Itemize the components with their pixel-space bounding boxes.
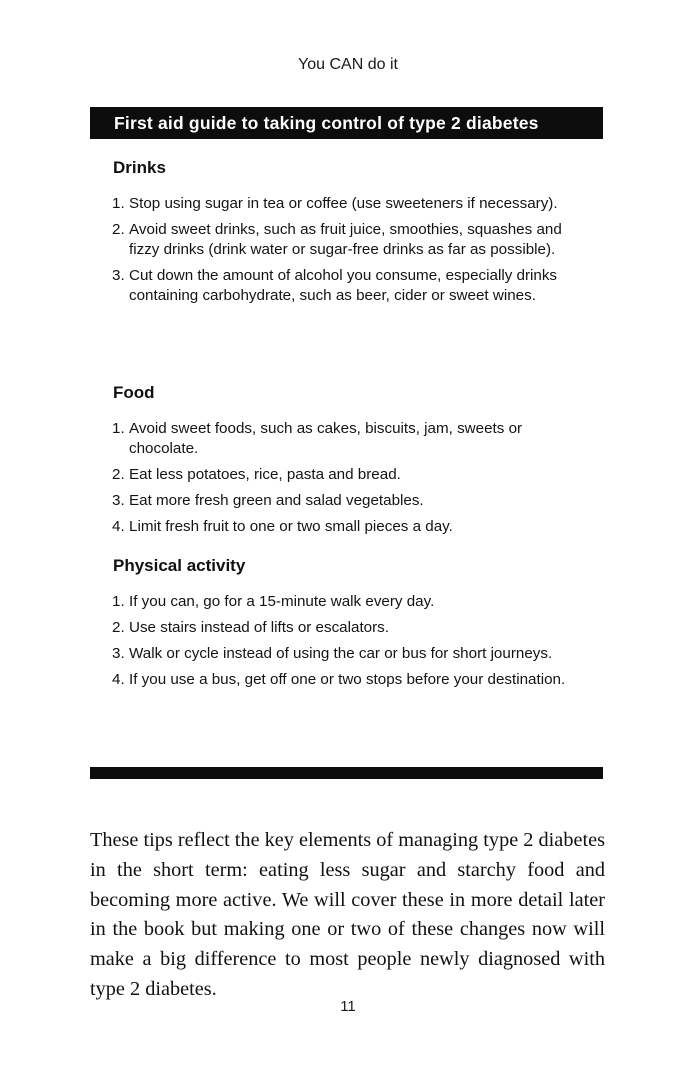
list-item bbox=[112, 465, 592, 485]
drinks-list bbox=[112, 194, 592, 312]
list-item-text: Limit fresh fruit to one or two small pieces a day. bbox=[129, 518, 453, 535]
list-item bbox=[112, 266, 592, 306]
running-head: You CAN do it bbox=[298, 56, 398, 73]
food-list bbox=[112, 419, 592, 543]
list-item-number: 1. bbox=[112, 593, 125, 610]
list-item-number: 1. bbox=[112, 420, 125, 437]
box-bottom-rule bbox=[90, 767, 603, 779]
list-item-text: Use stairs instead of lifts or escalators. bbox=[129, 619, 389, 636]
list-item bbox=[112, 220, 592, 260]
list-item-number: 3. bbox=[112, 492, 125, 509]
list-item bbox=[112, 644, 592, 664]
list-item-text: Avoid sweet foods, such as cakes, biscuits, jam, sweets or chocolate. bbox=[129, 420, 523, 457]
list-item-number: 2. bbox=[112, 466, 125, 483]
list-item-text: Stop using sugar in tea or coffee (use sweeteners if necessary). bbox=[129, 195, 558, 212]
list-item bbox=[112, 491, 592, 511]
list-item-text: Cut down the amount of alcohol you consume, especially drinks containing carbohydrate, such as beer, cider or sweet wines. bbox=[129, 267, 558, 304]
box-title: First aid guide to taking control of type 2 diabetes bbox=[90, 107, 603, 139]
body-paragraph: These tips reflect the key elements of managing type 2 diabetes in the short term: eating less sugar and starchy food and becoming more active. We will cover these in more detail later in the book but making one or two of these changes now will make a big difference to most people newly diagnosed with type 2 diabetes. bbox=[90, 829, 605, 1000]
list-item-number: 4. bbox=[112, 671, 125, 688]
list-item-text: Eat more fresh green and salad vegetables. bbox=[129, 492, 424, 509]
list-item-number: 3. bbox=[112, 267, 125, 284]
list-item bbox=[112, 592, 592, 612]
list-item bbox=[112, 670, 592, 690]
list-item-number: 2. bbox=[112, 619, 125, 636]
section-heading-physical-activity: Physical activity bbox=[113, 556, 246, 575]
list-item bbox=[112, 618, 592, 638]
list-item-number: 4. bbox=[112, 518, 125, 535]
list-item-number: 3. bbox=[112, 645, 125, 662]
list-item bbox=[112, 419, 592, 459]
section-heading-food: Food bbox=[113, 383, 155, 402]
list-item-text: Eat less potatoes, rice, pasta and bread. bbox=[129, 466, 401, 483]
list-item-number: 1. bbox=[112, 195, 125, 212]
page-number: 11 bbox=[340, 998, 356, 1015]
list-item-text: If you use a bus, get off one or two stops before your destination. bbox=[129, 671, 566, 688]
list-item-text: Avoid sweet drinks, such as fruit juice, smoothies, squashes and fizzy drinks (drink water or sugar-free drinks as far as possible). bbox=[129, 221, 562, 258]
list-item-text: Walk or cycle instead of using the car or bus for short journeys. bbox=[129, 645, 553, 662]
list-item-number: 2. bbox=[112, 221, 125, 238]
list-item-text: If you can, go for a 15-minute walk every day. bbox=[129, 593, 435, 610]
list-item bbox=[112, 194, 592, 214]
list-item bbox=[112, 517, 592, 537]
section-heading-drinks: Drinks bbox=[113, 158, 166, 177]
physical-activity-list bbox=[112, 592, 592, 696]
